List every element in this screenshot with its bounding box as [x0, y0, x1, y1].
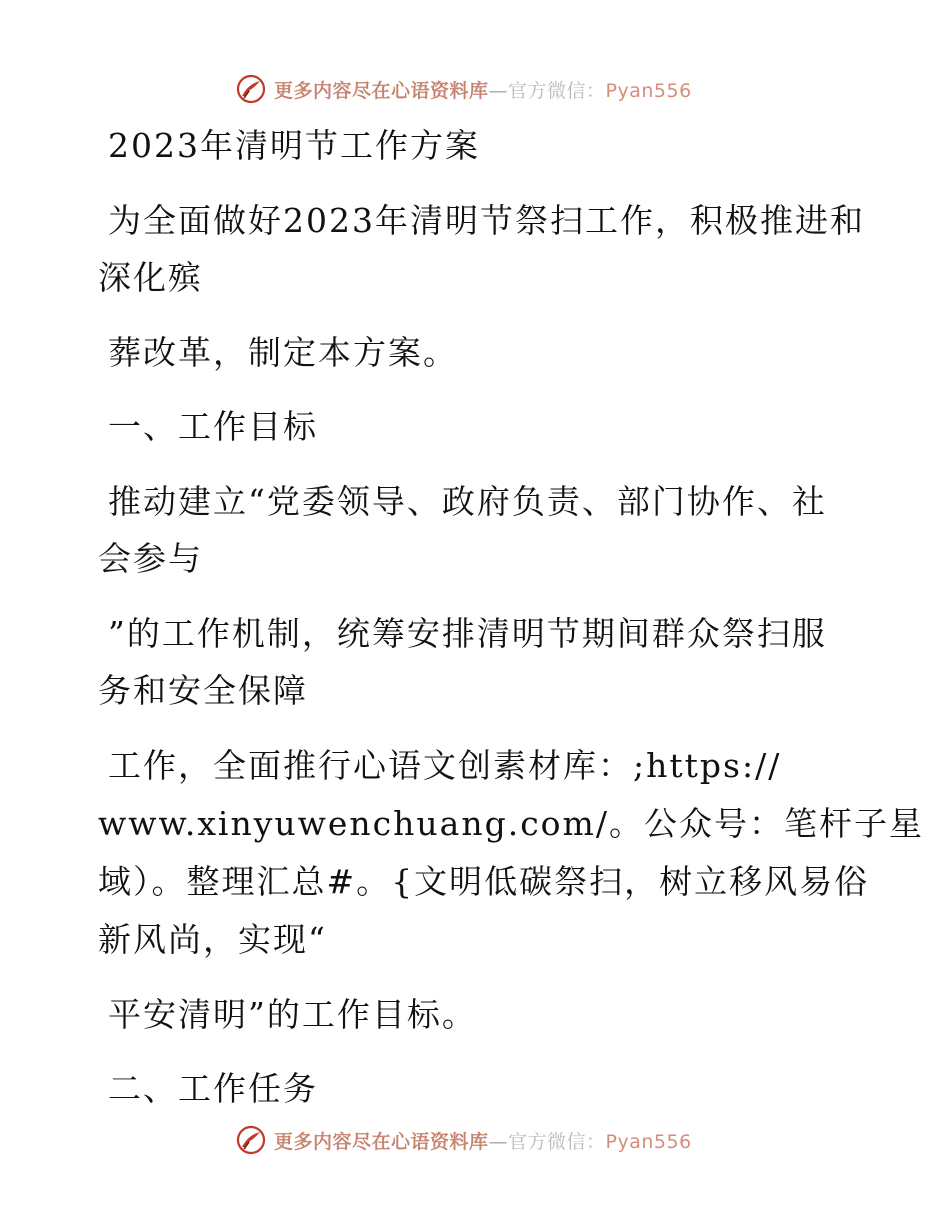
- paragraph-line: 新风尚，实现“: [98, 920, 327, 959]
- paragraph-line: 工作，全面推行心语文创素材库：;https://: [108, 746, 782, 785]
- footer-banner-id: Pyan556: [605, 1130, 692, 1153]
- paragraph-line: 会参与: [98, 539, 203, 578]
- header-banner-separator: —: [488, 79, 509, 102]
- footer-banner-text: [274, 1127, 692, 1154]
- paragraph-line: 推动建立“党委领导、政府负责、部门协作、社: [108, 482, 827, 521]
- header-banner-wechat: 官方微信：: [508, 79, 606, 102]
- footer-banner-separator: —: [488, 1130, 509, 1153]
- paragraph-line: 为全面做好2023年清明节祭扫工作，积极推进和: [108, 201, 865, 240]
- paragraph-line: 葬改革，制定本方案。: [108, 333, 458, 372]
- footer-banner-main: 更多内容尽在心语资料库: [274, 1130, 489, 1153]
- paragraph-line: 务和安全保障: [98, 671, 308, 710]
- section-heading: 二、工作任务: [108, 1069, 318, 1108]
- paragraph-line: ”的工作机制，统筹安排清明节期间群众祭扫服: [108, 614, 827, 653]
- header-banner-id: Pyan556: [605, 79, 692, 102]
- footer-banner-wechat: 官方微信：: [508, 1130, 606, 1153]
- document-title: 2023年清明节工作方案: [108, 126, 480, 165]
- header-banner-text: [274, 76, 692, 103]
- quill-logo-icon: [236, 74, 266, 104]
- paragraph-line: www.xinyuwenchuang.com/。公众号：笔杆子星: [98, 804, 924, 843]
- header-banner-main: 更多内容尽在心语资料库: [274, 79, 489, 102]
- paragraph-line: 平安清明”的工作目标。: [108, 995, 477, 1034]
- quill-logo-icon: [236, 1125, 266, 1155]
- paragraph-line: 域）。整理汇总#。{文明低碳祭扫，树立移风易俗: [98, 862, 870, 901]
- header-banner: [236, 72, 716, 106]
- section-heading: 一、工作目标: [108, 407, 318, 446]
- paragraph-line: 深化殡: [98, 258, 203, 297]
- footer-banner: [236, 1123, 716, 1157]
